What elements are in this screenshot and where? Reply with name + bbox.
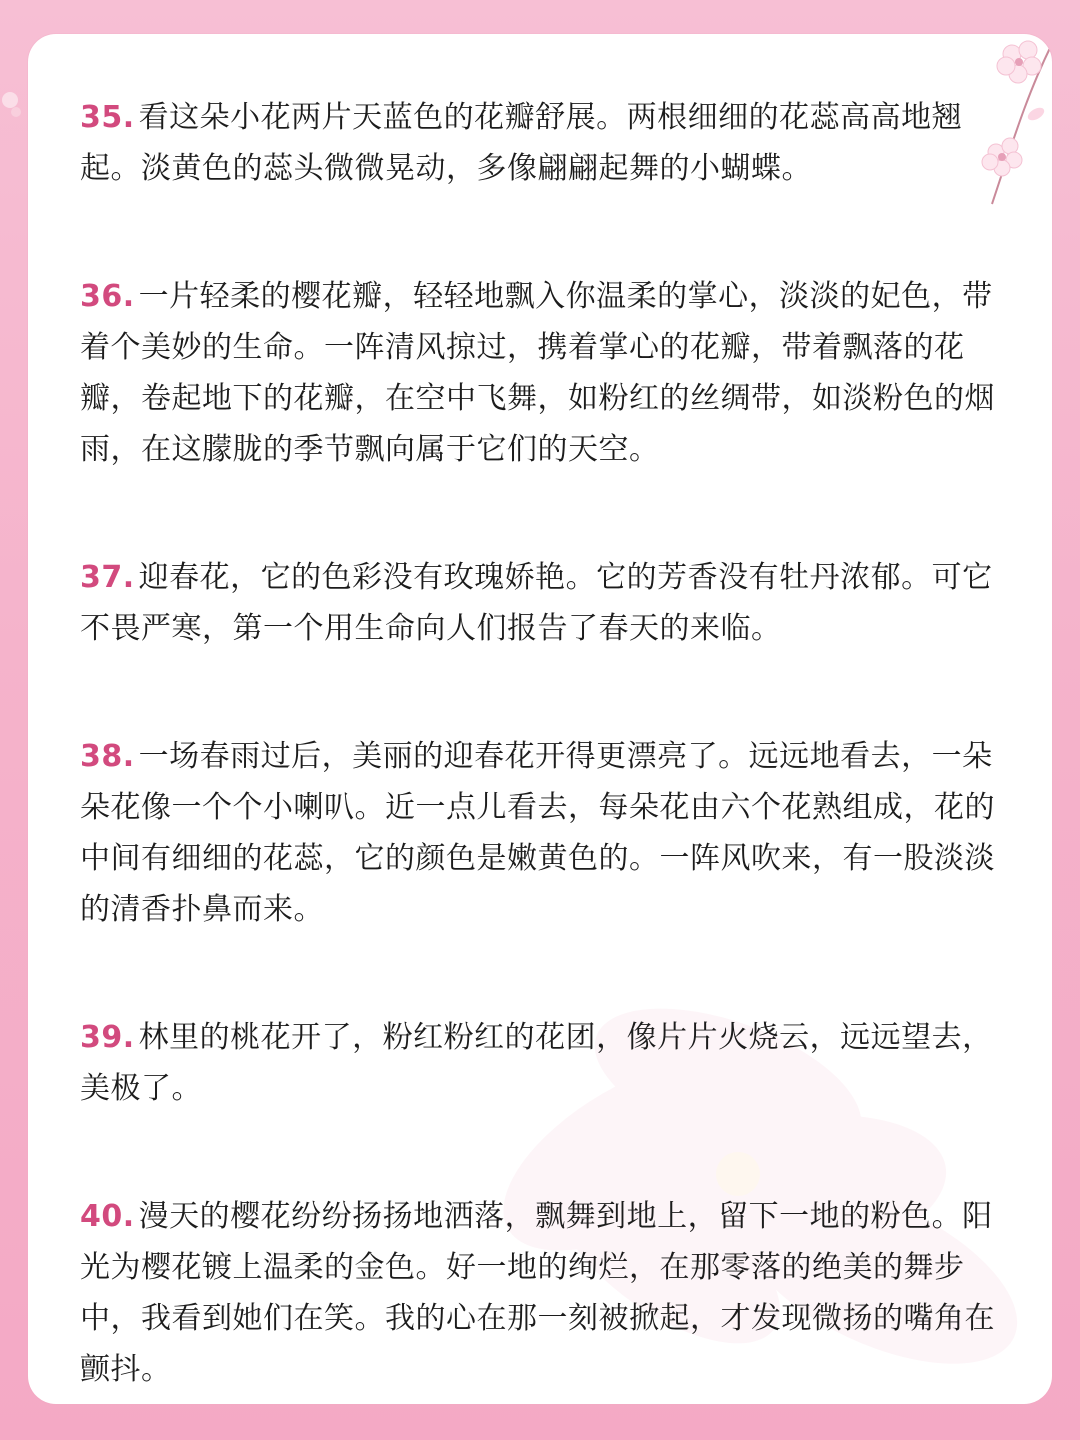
entry-number: 35. [80, 100, 135, 135]
entry-37 [80, 552, 1010, 654]
entry-text: 一场春雨过后，美丽的迎春花开得更漂亮了。远远地看去，一朵朵花像一个个小喇叭。近一点儿看去，每朵花由六个花熟组成，花的中间有细细的花蕊，它的颜色是嫩黄色的。一阵风吹来，有一股淡淡的清香扑鼻而来。 [80, 739, 995, 927]
entry-list [80, 92, 1010, 1395]
entry-36 [80, 271, 1010, 475]
entry-number: 39. [80, 1020, 135, 1055]
entry-39 [80, 1012, 1010, 1114]
entry-text: 迎春花，它的色彩没有玫瑰娇艳。它的芳香没有牡丹浓郁。可它不畏严寒，第一个用生命向人们报告了春天的来临。 [80, 560, 993, 646]
entry-text: 看这朵小花两片天蓝色的花瓣舒展。两根细细的花蕊高高地翘起。淡黄色的蕊头微微晃动，多像翩翩起舞的小蝴蝶。 [80, 100, 963, 186]
entry-38 [80, 731, 1010, 935]
entry-text: 一片轻柔的樱花瓣，轻轻地飘入你温柔的掌心，淡淡的妃色，带着个美妙的生命。一阵清风掠过，携着掌心的花瓣，带着飘落的花瓣，卷起地下的花瓣，在空中飞舞，如粉红的丝绸带，如淡粉色的烟雨，在这朦胧的季节飘向属于它们的天空。 [80, 279, 995, 467]
content-card [28, 34, 1052, 1404]
entry-40 [80, 1191, 1010, 1395]
entry-number: 38. [80, 739, 135, 774]
entry-number: 37. [80, 560, 135, 595]
blossom-left-decoration-icon [0, 40, 30, 160]
entry-number: 40. [80, 1199, 135, 1234]
entry-number: 36. [80, 279, 135, 314]
entry-text: 漫天的樱花纷纷扬扬地洒落，飘舞到地上，留下一地的粉色。阳光为樱花镀上温柔的金色。好一地的绚烂，在那零落的绝美的舞步中，我看到她们在笑。我的心在那一刻被掀起，才发现微扬的嘴角在颤抖。 [80, 1199, 995, 1387]
entry-35 [80, 92, 1010, 194]
entry-text: 林里的桃花开了，粉红粉红的花团，像片片火烧云，远远望去，美极了。 [80, 1020, 993, 1106]
